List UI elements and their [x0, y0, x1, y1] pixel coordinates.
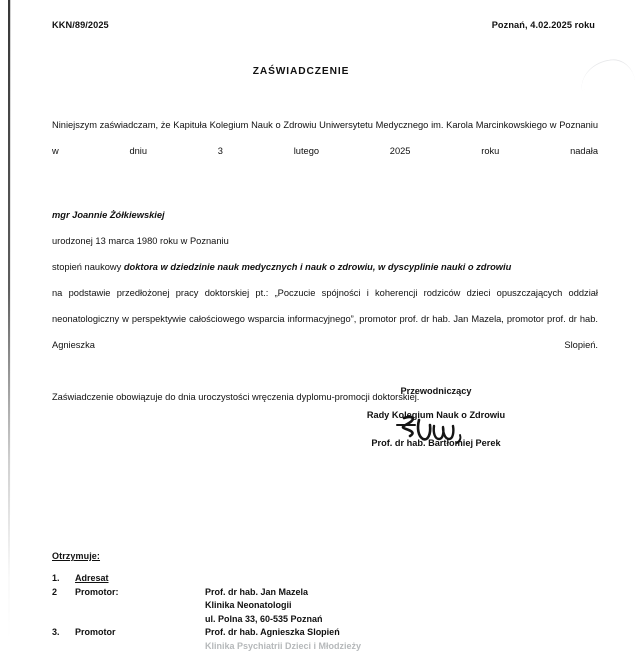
distribution-item-number: 1.: [52, 573, 60, 583]
distribution-item-number: 3.: [52, 627, 60, 638]
address-line: Prof. dr hab. Agnieszka Slopień: [205, 627, 340, 638]
distribution-list: [52, 551, 592, 654]
signatory-name: Prof. dr hab. Bartłomiej Perek: [371, 438, 501, 448]
distribution-item: [52, 586, 592, 627]
signature-block: [286, 386, 586, 448]
distribution-item: [52, 626, 592, 653]
signature-body-name: Rady Kolegium Nauk o Zdrowiu: [366, 410, 506, 420]
distribution-item-address: [205, 626, 592, 653]
degree-emphasis: doktora w dziedzinie nauk medycznych i nauk o zdrowiu, w dyscyplinie nauki o zdrowiu: [123, 262, 512, 272]
validity-line: Zaświadczenie obowiązuje do dnia uroczystości wręczenia dyplomu-promocji doktorskiej.: [52, 392, 420, 402]
signature-role: Przewodniczący: [400, 386, 472, 396]
distribution-item-label: Adresat: [75, 573, 109, 583]
address-line-clipped: Klinika Psychiatrii Dzieci i Młodzieży: [205, 640, 362, 651]
distribution-item-label: Promotor: [75, 627, 116, 638]
reference-number: KKN/89/2025: [52, 20, 109, 30]
degree-prefix: stopień naukowy: [52, 262, 124, 272]
distribution-item: [52, 572, 592, 586]
distribution-heading: Otrzymuje:: [52, 551, 101, 561]
address-line: Klinika Neonatologii: [205, 600, 292, 611]
document-title: ZAŚWIADCZENIE: [252, 66, 350, 77]
thesis-paragraph: na podstawie przedłożonej pracy doktorskiej pt.: „Poczucie spójności i koherencji rodziców dzieci opuszczających oddział neonatologiczny w perspektywie całościowego wsparcia informacyjnego”, promotor prof. dr hab. Jan Mazela, promotor prof. dr hab. Agnieszka Slopień.: [52, 288, 598, 350]
distribution-item-address: [205, 586, 592, 627]
document-body: [52, 112, 598, 410]
document-header: [52, 20, 600, 30]
recipient-name: mgr Joannie Żółkiewskiej: [52, 210, 165, 220]
address-line: Prof. dr hab. Jan Mazela: [205, 586, 309, 597]
distribution-item-label: Promotor:: [75, 586, 119, 597]
degree-line: [52, 254, 598, 280]
birth-line: urodzonej 13 marca 1980 roku w Poznaniu: [52, 236, 229, 246]
intro-paragraph: Niniejszym zaświadczam, że Kapituła Kolegium Nauk o Zdrowiu Uniwersytetu Medycznego im. Karola Marcinkowskiego w Poznaniu w dniu 3 lutego 2025 roku nadała: [52, 120, 598, 156]
place-and-date: Poznań, 4.02.2025 roku: [491, 20, 595, 30]
address-line: ul. Polna 33, 60-535 Poznań: [205, 613, 323, 624]
distribution-item-number: 2: [52, 586, 58, 597]
